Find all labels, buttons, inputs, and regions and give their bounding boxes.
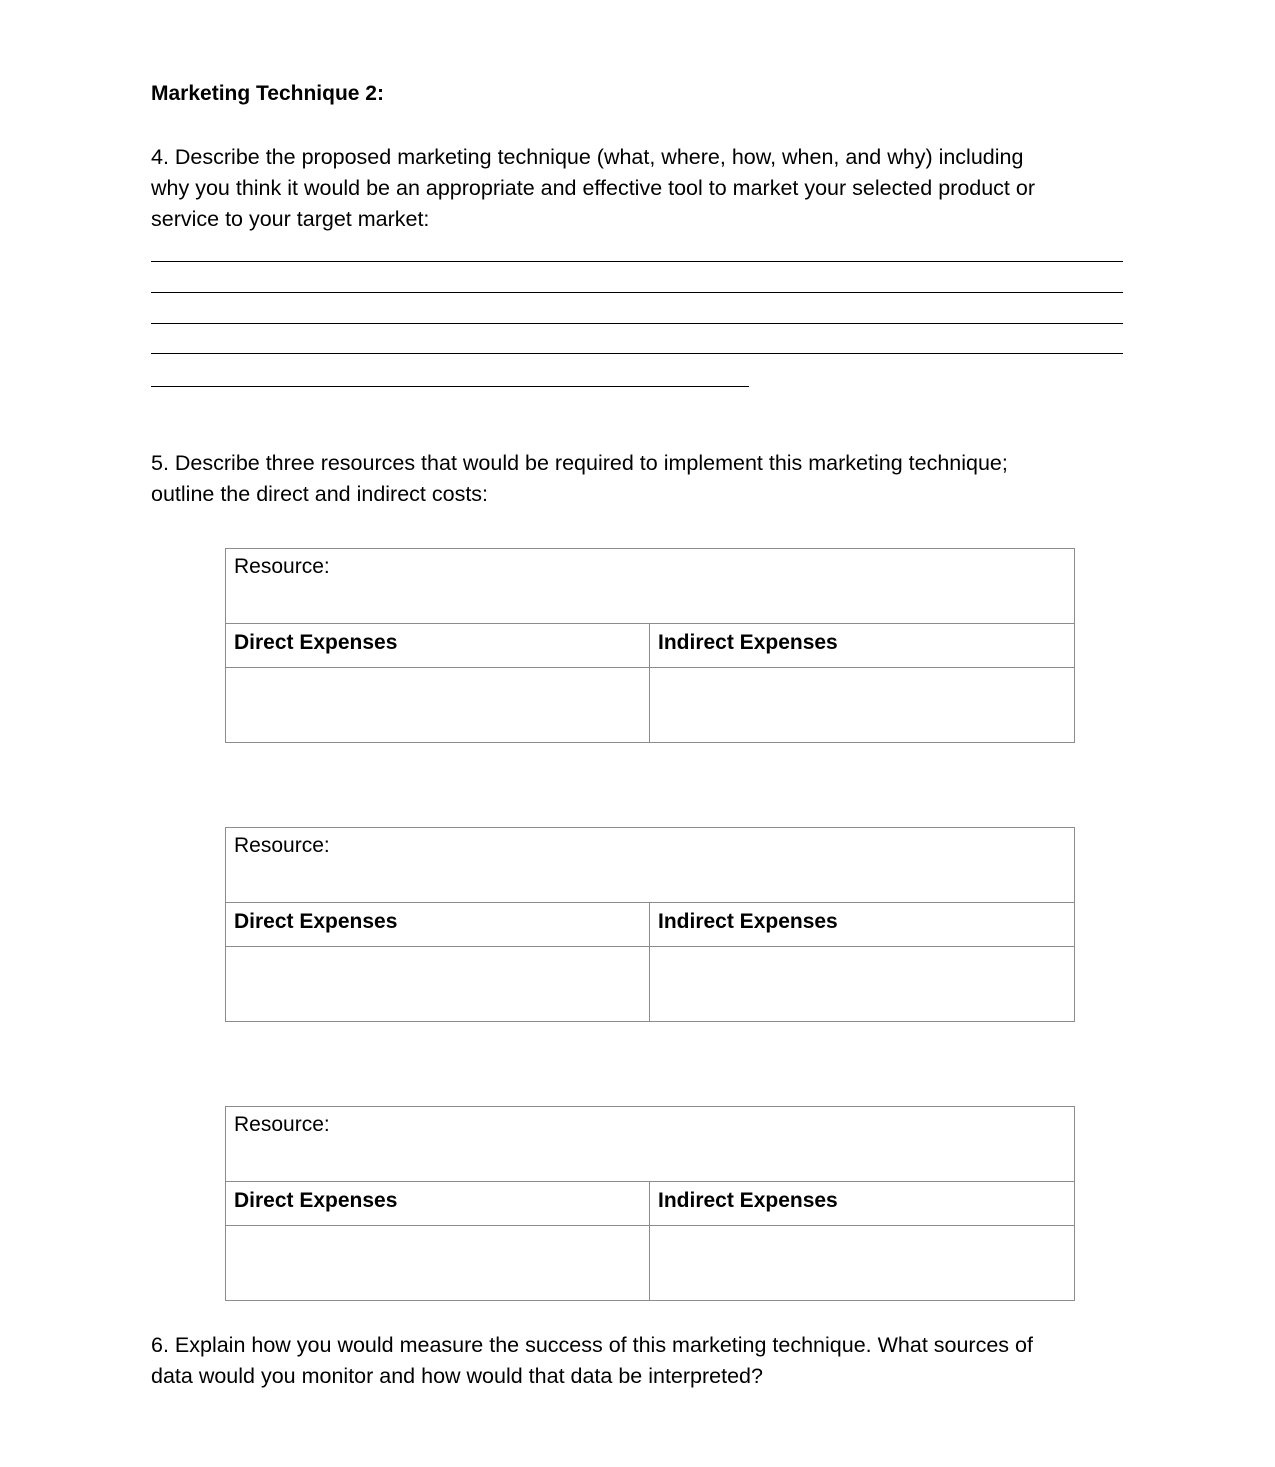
direct-expenses-header: Direct Expenses [226,1182,650,1226]
question-4-line: 4. Describe the proposed marketing technique (what, where, how, when, and why) including [151,145,1024,169]
question-4-answer-area[interactable] [151,246,1123,396]
question-6-line: data would you monitor and how would that data be interpreted? [151,1364,763,1388]
question-6 [151,1330,1126,1392]
direct-expenses-cell[interactable] [226,1226,650,1301]
indirect-expenses-header: Indirect Expenses [650,903,1075,947]
resource-cell[interactable] [226,549,1075,624]
question-5 [151,448,1126,510]
resource-table-2 [225,827,1075,1022]
answer-line [151,323,1123,324]
question-4 [151,142,1126,235]
resource-cell[interactable] [226,828,1075,903]
resource-label: Resource: [234,555,330,578]
answer-line [151,292,1123,293]
indirect-expenses-cell[interactable] [650,1226,1075,1301]
direct-expenses-header: Direct Expenses [226,624,650,668]
question-4-line: why you think it would be an appropriate and effective tool to market your selected product or [151,176,1035,200]
resource-label: Resource: [234,834,330,857]
resource-table-3 [225,1106,1075,1301]
resource-cell[interactable] [226,1107,1075,1182]
indirect-expenses-header: Indirect Expenses [650,624,1075,668]
answer-line [151,261,1123,262]
resource-label: Resource: [234,1113,330,1136]
direct-expenses-header: Direct Expenses [226,903,650,947]
direct-expenses-cell[interactable] [226,947,650,1022]
question-5-line: outline the direct and indirect costs: [151,482,489,506]
direct-expenses-cell[interactable] [226,668,650,743]
section-heading: Marketing Technique 2: [151,82,384,105]
answer-line [151,386,749,387]
indirect-expenses-cell[interactable] [650,668,1075,743]
resource-table-1 [225,548,1075,743]
indirect-expenses-header: Indirect Expenses [650,1182,1075,1226]
question-5-line: 5. Describe three resources that would be required to implement this marketing technique; [151,451,1008,475]
answer-line [151,353,1123,354]
indirect-expenses-cell[interactable] [650,947,1075,1022]
question-4-line: service to your target market: [151,207,430,231]
question-6-line: 6. Explain how you would measure the success of this marketing technique. What sources of [151,1333,1033,1357]
